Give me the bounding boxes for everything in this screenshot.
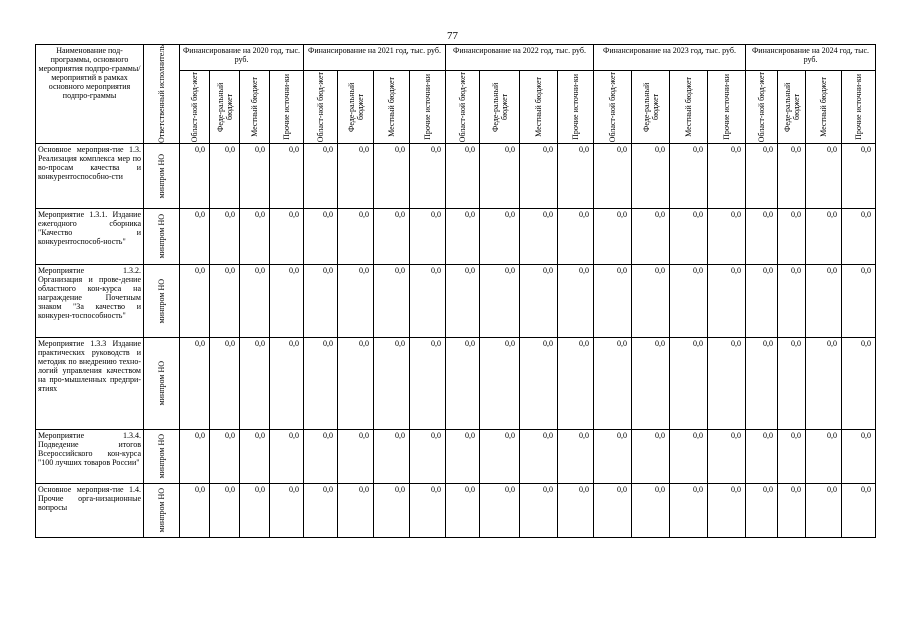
- row-value: 0,0: [338, 143, 374, 208]
- row-value: 0,0: [446, 264, 480, 337]
- row-value: 0,0: [778, 264, 806, 337]
- table-body: [36, 143, 876, 537]
- row-value: 0,0: [778, 483, 806, 537]
- row-value: 0,0: [746, 143, 778, 208]
- header-sub-0-3: [270, 70, 304, 143]
- row-value: 0,0: [806, 429, 842, 483]
- row-value: 0,0: [240, 208, 270, 264]
- row-responsible-label: минпром НО: [157, 278, 166, 324]
- row-name: Основное мероприя-тие 1.4. Прочие орга-низационные вопросы: [36, 483, 144, 537]
- header-sub-0-1: [210, 70, 240, 143]
- row-value: 0,0: [270, 143, 304, 208]
- header-sub-label: Феде-ральный бюджет: [490, 82, 509, 132]
- row-value: 0,0: [338, 208, 374, 264]
- header-sub-4-3: [842, 70, 876, 143]
- header-responsible: [144, 45, 180, 144]
- header-sub-label: Област-ной бюд-жет: [316, 71, 325, 143]
- row-value: 0,0: [778, 429, 806, 483]
- row-value: 0,0: [480, 264, 520, 337]
- row-value: 0,0: [180, 208, 210, 264]
- header-name: Наименование под-программы, основного мероприятия подпро-граммы/мероприятий в рамках основного мероприятия подпро-граммы: [36, 45, 144, 144]
- header-sub-label: Местный бюджет: [819, 76, 828, 137]
- header-sub-label: Прочие источни-ки: [282, 74, 291, 140]
- row-responsible: [144, 483, 180, 537]
- row-value: 0,0: [270, 483, 304, 537]
- row-value: 0,0: [632, 429, 670, 483]
- header-sub-label: Феде-ральный бюджет: [346, 82, 365, 132]
- row-value: 0,0: [806, 337, 842, 429]
- row-value: 0,0: [338, 337, 374, 429]
- row-value: 0,0: [210, 208, 240, 264]
- row-value: 0,0: [558, 264, 594, 337]
- row-responsible-label: минпром НО: [157, 153, 166, 199]
- row-value: 0,0: [240, 143, 270, 208]
- row-value: 0,0: [594, 208, 632, 264]
- row-value: 0,0: [304, 337, 338, 429]
- row-name: Мероприятие 1.3.1. Издание ежегодного сборника "Качество и конкурентоспособ-ность": [36, 208, 144, 264]
- header-sub-1-2: [374, 70, 410, 143]
- table-row: [36, 264, 876, 337]
- row-value: 0,0: [806, 208, 842, 264]
- header-sub-label: Прочие источни-ки: [854, 74, 863, 140]
- header-sub-label: Област-ной бюд-жет: [190, 71, 199, 143]
- row-value: 0,0: [520, 143, 558, 208]
- row-value: 0,0: [594, 483, 632, 537]
- row-value: 0,0: [594, 264, 632, 337]
- row-value: 0,0: [480, 429, 520, 483]
- row-value: 0,0: [708, 337, 746, 429]
- header-sub-label: Феде-ральный бюджет: [641, 82, 660, 132]
- row-value: 0,0: [708, 429, 746, 483]
- row-value: 0,0: [446, 483, 480, 537]
- row-value: 0,0: [338, 483, 374, 537]
- row-value: 0,0: [480, 337, 520, 429]
- row-value: 0,0: [558, 208, 594, 264]
- row-value: 0,0: [374, 483, 410, 537]
- header-sub-3-3: [708, 70, 746, 143]
- row-name: Мероприятие 1.3.2. Организация и прове-дение областного кон-курса на награждение Почетным знаком "За качество и конкурен-тоспособность": [36, 264, 144, 337]
- row-value: 0,0: [210, 483, 240, 537]
- row-value: 0,0: [180, 483, 210, 537]
- row-name: Основное мероприя-тие 1.3. Реализация комплекса мер по во-просам качества и конкурентоспособно-сти: [36, 143, 144, 208]
- header-sub-4-2: [806, 70, 842, 143]
- row-value: 0,0: [842, 143, 876, 208]
- row-value: 0,0: [778, 208, 806, 264]
- header-year-0: Финансирование на 2020 год, тыс. руб.: [180, 45, 304, 71]
- row-value: 0,0: [806, 483, 842, 537]
- row-name: Мероприятие 1.3.4. Подведение итогов Всероссийского кон-курса "100 лучших товаров России": [36, 429, 144, 483]
- header-sub-label: Област-ной бюд-жет: [608, 71, 617, 143]
- header-sub-3-0: [594, 70, 632, 143]
- header-sub-1-0: [304, 70, 338, 143]
- row-value: 0,0: [240, 483, 270, 537]
- row-value: 0,0: [180, 429, 210, 483]
- row-value: 0,0: [778, 143, 806, 208]
- row-name: Мероприятие 1.3.3 Издание практических руководств и методик по внедрению техно-логий управления качеством на про-мышленных предпри-ятиях: [36, 337, 144, 429]
- row-value: 0,0: [806, 264, 842, 337]
- row-responsible-label: минпром НО: [157, 434, 166, 479]
- row-value: 0,0: [520, 483, 558, 537]
- header-sub-4-0: [746, 70, 778, 143]
- row-responsible: [144, 429, 180, 483]
- row-value: 0,0: [180, 264, 210, 337]
- row-value: 0,0: [480, 143, 520, 208]
- header-sub-label: Феде-ральный бюджет: [215, 82, 234, 132]
- row-value: 0,0: [670, 264, 708, 337]
- row-value: 0,0: [304, 429, 338, 483]
- row-value: 0,0: [270, 264, 304, 337]
- row-value: 0,0: [374, 208, 410, 264]
- row-value: 0,0: [520, 429, 558, 483]
- header-sub-3-1: [632, 70, 670, 143]
- table-row: [36, 429, 876, 483]
- row-value: 0,0: [446, 337, 480, 429]
- row-value: 0,0: [410, 337, 446, 429]
- row-value: 0,0: [304, 264, 338, 337]
- row-value: 0,0: [180, 143, 210, 208]
- row-value: 0,0: [480, 208, 520, 264]
- row-value: 0,0: [842, 264, 876, 337]
- row-value: 0,0: [374, 429, 410, 483]
- table-row: [36, 483, 876, 537]
- row-value: 0,0: [708, 264, 746, 337]
- row-value: 0,0: [670, 143, 708, 208]
- row-value: 0,0: [708, 208, 746, 264]
- header-year-1: Финансирование на 2021 год, тыс. руб.: [304, 45, 446, 71]
- header-sub-2-0: [446, 70, 480, 143]
- table-header: [36, 45, 876, 144]
- row-value: 0,0: [270, 429, 304, 483]
- row-value: 0,0: [632, 208, 670, 264]
- row-value: 0,0: [632, 143, 670, 208]
- row-value: 0,0: [446, 429, 480, 483]
- row-value: 0,0: [558, 143, 594, 208]
- row-value: 0,0: [670, 483, 708, 537]
- header-sub-0-2: [240, 70, 270, 143]
- row-value: 0,0: [558, 429, 594, 483]
- row-value: 0,0: [304, 483, 338, 537]
- row-value: 0,0: [240, 337, 270, 429]
- header-sub-label: Област-ной бюд-жет: [458, 71, 467, 143]
- row-responsible-label: минпром НО: [157, 214, 166, 259]
- row-responsible: [144, 264, 180, 337]
- row-value: 0,0: [670, 429, 708, 483]
- row-value: 0,0: [632, 483, 670, 537]
- row-value: 0,0: [410, 143, 446, 208]
- row-value: 0,0: [338, 429, 374, 483]
- header-sub-3-2: [670, 70, 708, 143]
- row-value: 0,0: [746, 264, 778, 337]
- row-responsible: [144, 208, 180, 264]
- row-value: 0,0: [670, 337, 708, 429]
- row-value: 0,0: [270, 337, 304, 429]
- row-value: 0,0: [746, 337, 778, 429]
- row-value: 0,0: [446, 208, 480, 264]
- row-value: 0,0: [670, 208, 708, 264]
- header-sub-2-2: [520, 70, 558, 143]
- row-value: 0,0: [708, 483, 746, 537]
- row-value: 0,0: [558, 483, 594, 537]
- row-value: 0,0: [374, 143, 410, 208]
- row-value: 0,0: [746, 429, 778, 483]
- row-value: 0,0: [210, 337, 240, 429]
- row-value: 0,0: [374, 337, 410, 429]
- financing-table: [35, 44, 876, 538]
- row-value: 0,0: [746, 483, 778, 537]
- row-value: 0,0: [240, 429, 270, 483]
- row-value: 0,0: [778, 337, 806, 429]
- row-value: 0,0: [210, 143, 240, 208]
- header-sub-2-3: [558, 70, 594, 143]
- row-value: 0,0: [520, 337, 558, 429]
- header-sub-label: Прочие источни-ки: [722, 74, 731, 140]
- row-value: 0,0: [632, 264, 670, 337]
- page-number: 77: [447, 30, 458, 42]
- header-sub-1-3: [410, 70, 446, 143]
- row-value: 0,0: [594, 429, 632, 483]
- table-row: [36, 337, 876, 429]
- row-value: 0,0: [240, 264, 270, 337]
- header-sub-label: Прочие источни-ки: [423, 74, 432, 140]
- row-responsible-label: минпром НО: [157, 361, 166, 406]
- row-value: 0,0: [708, 143, 746, 208]
- header-year-2: Финансирование на 2022 год, тыс. руб.: [446, 45, 594, 71]
- row-responsible: [144, 337, 180, 429]
- header-sub-1-1: [338, 70, 374, 143]
- header-responsible-label: Ответственный исполнитель: [157, 45, 166, 143]
- row-value: 0,0: [338, 264, 374, 337]
- row-value: 0,0: [374, 264, 410, 337]
- header-sub-label: Местный бюджет: [534, 76, 543, 137]
- table-row: [36, 143, 876, 208]
- row-value: 0,0: [480, 483, 520, 537]
- header-sub-label: Феде-ральный бюджет: [782, 82, 801, 132]
- row-value: 0,0: [410, 429, 446, 483]
- row-value: 0,0: [304, 143, 338, 208]
- row-value: 0,0: [210, 264, 240, 337]
- row-value: 0,0: [594, 337, 632, 429]
- table-row: [36, 208, 876, 264]
- row-value: 0,0: [304, 208, 338, 264]
- row-value: 0,0: [210, 429, 240, 483]
- header-sub-0-0: [180, 70, 210, 143]
- row-value: 0,0: [746, 208, 778, 264]
- header-sub-label: Местный бюджет: [684, 76, 693, 137]
- row-responsible-label: минпром НО: [157, 488, 166, 533]
- row-value: 0,0: [270, 208, 304, 264]
- row-value: 0,0: [842, 483, 876, 537]
- row-value: 0,0: [842, 337, 876, 429]
- row-value: 0,0: [410, 208, 446, 264]
- row-value: 0,0: [632, 337, 670, 429]
- row-value: 0,0: [842, 208, 876, 264]
- header-sub-label: Прочие источни-ки: [571, 74, 580, 140]
- row-value: 0,0: [520, 208, 558, 264]
- row-value: 0,0: [558, 337, 594, 429]
- header-year-4: Финансирование на 2024 год, тыс. руб.: [746, 45, 876, 71]
- row-value: 0,0: [520, 264, 558, 337]
- row-value: 0,0: [410, 483, 446, 537]
- row-responsible: [144, 143, 180, 208]
- row-value: 0,0: [842, 429, 876, 483]
- header-sub-label: Местный бюджет: [387, 76, 396, 137]
- row-value: 0,0: [594, 143, 632, 208]
- row-value: 0,0: [446, 143, 480, 208]
- header-sub-label: Местный бюджет: [250, 76, 259, 137]
- header-sub-4-1: [778, 70, 806, 143]
- header-sub-2-1: [480, 70, 520, 143]
- row-value: 0,0: [806, 143, 842, 208]
- header-year-3: Финансирование на 2023 год, тыс. руб.: [594, 45, 746, 71]
- row-value: 0,0: [180, 337, 210, 429]
- row-value: 0,0: [410, 264, 446, 337]
- header-sub-label: Област-ной бюд-жет: [757, 71, 766, 143]
